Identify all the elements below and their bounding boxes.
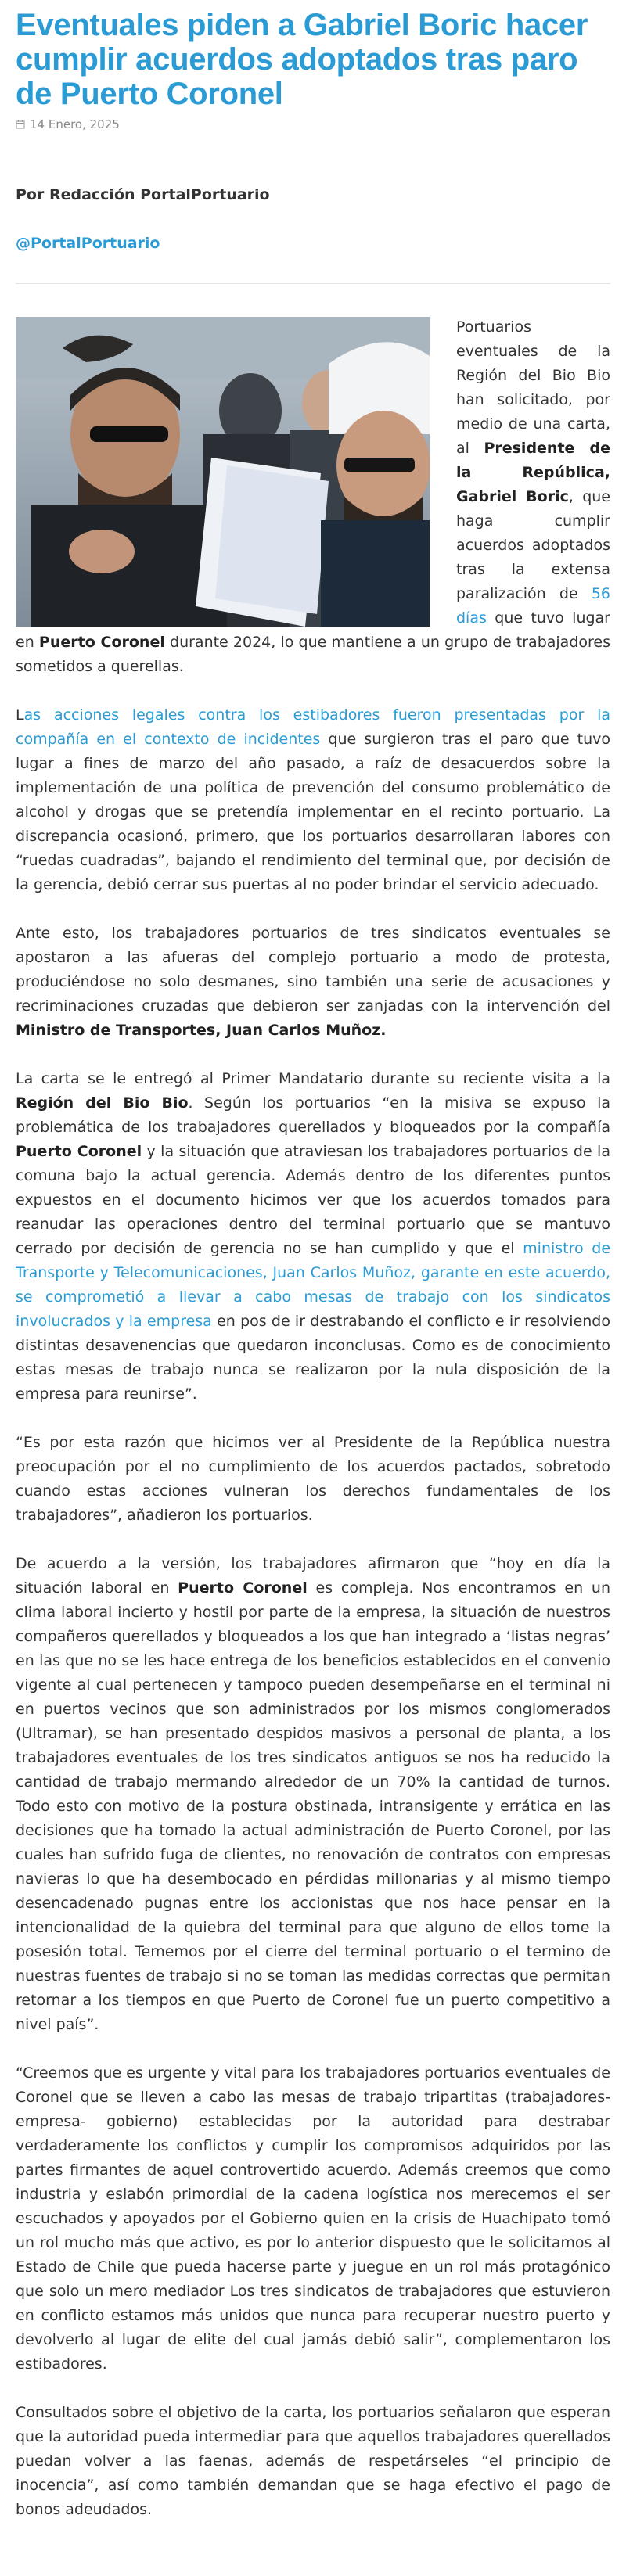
paragraph-7: “Creemos que es urgente y vital para los trabajadores portuarios eventuales de Coronel que se lleven a cabo las mesas de trabajo tripartitas (trabajadores-empresa- gobierno) establecidas por la autoridad para destrabar verdaderamente los conflictos y cumplir los compromisos adquiridos por las partes firmantes de aquel controvertido acuerdo. Además creemos que como industria y eslabón primordial de la cadena logística nos merecemos el ser escuchados y apoyados por el Gobierno quien en la crisis de Huachipato tomó un rol mucho más que activo, es por lo anterior dispuesto que le solicitamos al Estado de Chile que pueda hacerse parte y juegue en un rol más protagónico que solo un mero mediador Los tres sindicatos de trabajadores que estuvieron en conflicto estamos más unidos que nunca para recuperar nuestro puerto y devolverlo al lugar de elite del cual jamás debió salir”, complementaron los estibadores. bbox=[16, 2064, 610, 2373]
p2-text-b: que surgieron tras el paro que tuvo lugar a fines de marzo del año pasado, a raíz de desacuerdos sobre la implementación de una política de prevención del consumo problemático de alcohol y drogas que se pretendía implementar en el recinto portuario. La discrepancia ocasionó, primero, que los portuarios desarrollaran labores con “ruedas cuadradas”, bajando el rendimiento del terminal que, por decisión de la gerencia, debió cerrar sus puertas al no poder brindar el servicio adecuado. bbox=[16, 731, 610, 893]
p3-text-a: Ante esto, los trabajadores portuarios de tres sindicatos eventuales se apostaron a las afueras del complejo portuario a modo de protesta, produciéndose no solo desmanes, sino también una serie de acusaciones y recriminaciones cruzadas que debieron ser zanjadas con la intervención del bbox=[16, 925, 610, 1015]
p4-text-d: y la situación que atraviesan los trabajadores portuarios de la comuna bajo la actual gerencia. Además dentro de los diferentes puntos expuestos en el documento hicimos ver que los acuerdos tomados para reanudar las operaciones dentro del terminal portuario que se mantuvo cerrado por decisión de gerencia no se han cumplido y que el bbox=[16, 1143, 610, 1257]
lead-section bbox=[16, 315, 610, 703]
p4-bold-puerto-coronel: Puerto Coronel bbox=[16, 1143, 142, 1160]
p1-text-e: durante 2024, lo que mantiene a un grupo de trabajadores sometidos a querellas. bbox=[16, 634, 610, 675]
p6-text-a: De acuerdo a la versión, los trabajadores afirmaron que “hoy en día la situación laboral en bbox=[16, 1555, 610, 1597]
p4-text-a: La carta se le entregó al Primer Mandatario durante su reciente visita a la bbox=[16, 1070, 610, 1087]
p1-bold-puerto-coronel: Puerto Coronel bbox=[38, 634, 165, 651]
calendar-icon bbox=[16, 120, 25, 129]
article-body bbox=[16, 315, 610, 2522]
author-handle-link[interactable]: @PortalPortuario bbox=[16, 235, 160, 252]
p6-text-c: es compleja. Nos encontramos en un clima laboral incierto y hostil por parte de la empresa, la situación de nuestros compañeros querellados y bloqueados a los que han integrado a ‘listas negras’ en las que no se les hace entrega de los beneficios establecidos en el convenio vigente al cual pertenecen y tampoco pueden desempeñarse en el terminal ni en puertos vecinos que son administrados por los mismos conglomerados (Ultramar), se han presentado despidos masivos a personal de planta, a los trabajadores eventuales de los tres sindicatos antiguos se nos ha reducido la cantidad de trabajo mermando alrededor de un 70% la cantidad de turnos. Todo esto con motivo de la postura obstinada, intransigente y errática en las decisiones que ha tomado la actual administración de Puerto Coronel, por las cuales han sufrido fuga de clientes, no renovación de contratos con empresas navieras lo que ha desembocado en pérdidas millonarias y al mismo tiempo desencadenado pugnas entre los accionistas que nos hace pensar en la intencionalidad de la quiebra del terminal para que alguno de ellos tome la posesión total. Tememos por el cierre del terminal portuario o el termino de nuestras fuentes de trabajo si no se toman las medidas correctas que permitan retornar a los tiempos en que Puerto de Coronel fue un puerto competitivo a nivel país”. bbox=[16, 1579, 610, 2033]
p4-text-c: . Según los portuarios “en la misiva se expuso la problemática de los trabajadores querellados y bloqueados por la compañía bbox=[16, 1094, 611, 1136]
article-byline: Por Redacción PortalPortuario bbox=[16, 186, 270, 203]
p2-text-a: L bbox=[16, 706, 24, 724]
p4-bold-region: Región del Bio Bio bbox=[16, 1094, 189, 1112]
p6-bold-puerto-coronel: Puerto Coronel bbox=[178, 1579, 308, 1597]
paragraph-8: Consultados sobre el objetivo de la carta, los portuarios señalaron que esperan que la autoridad pueda intermediar para que aquellos trabajadores querellados puedan volver a las faenas, además de respetárseles “el principio de inocencia”, así como también demandan que se haga efectivo el pago de bonos adeudados. bbox=[16, 2404, 610, 2518]
link-acciones-legales[interactable]: as acciones legales contra los estibadores fueron presentadas por la compañía en el contexto de incidentes bbox=[16, 706, 610, 748]
article-title: Eventuales piden a Gabriel Boric hacer cumplir acuerdos adoptados tras paro de Puerto Coronel bbox=[16, 8, 588, 111]
header-divider bbox=[16, 283, 610, 284]
link-56-dias[interactable]: 56 días bbox=[456, 585, 610, 627]
paragraph-3 bbox=[16, 922, 610, 1043]
p1-text-a: Portuarios eventuales de la Región del Bio Bio han solicitado, por medio de una carta, al bbox=[456, 318, 610, 457]
p1-text-d: que tuvo lugar en bbox=[16, 609, 610, 651]
paragraph-5: “Es por esta razón que hicimos ver al Presidente de la República nuestra preocupación por el no cumplimiento de los acuerdos pactados, sobretodo cuando estas acciones vulneran los derechos fundamentales de los trabajadores”, añadieron los portuarios. bbox=[16, 1434, 610, 1524]
article bbox=[16, 0, 610, 2522]
link-ministro-transporte[interactable]: ministro de Transporte y Telecomunicaciones, Juan Carlos Muñoz, garante en este acuerdo, se comprometió a llevar a cabo mesas de trabajo con los sindicatos involucrados y la empresa bbox=[16, 1240, 611, 1330]
hero-photo-illustration bbox=[16, 317, 430, 627]
article-date: 14 Enero, 2025 bbox=[30, 117, 120, 131]
article-dateline bbox=[16, 117, 610, 131]
paragraph-6 bbox=[16, 1552, 610, 2037]
p4-text-e: en pos de ir destrabando el conflicto e ir resolviendo distintas desavenencias que quedaron inconclusas. Como es de conocimiento estas mesas de trabajo nunca se realizaron por la nula disposición de la empresa para reunirse”. bbox=[16, 1313, 610, 1403]
p1-bold-president: Presidente de la República, Gabriel Boric bbox=[456, 440, 610, 505]
paragraph-4 bbox=[16, 1067, 610, 1407]
hero-photo bbox=[16, 317, 430, 627]
p1-text-c: , que haga cumplir acuerdos adoptados tras la extensa paralización de bbox=[456, 488, 610, 602]
paragraph-2 bbox=[16, 703, 610, 897]
p3-bold-ministro: Ministro de Transportes, Juan Carlos Muñoz. bbox=[16, 1022, 387, 1039]
